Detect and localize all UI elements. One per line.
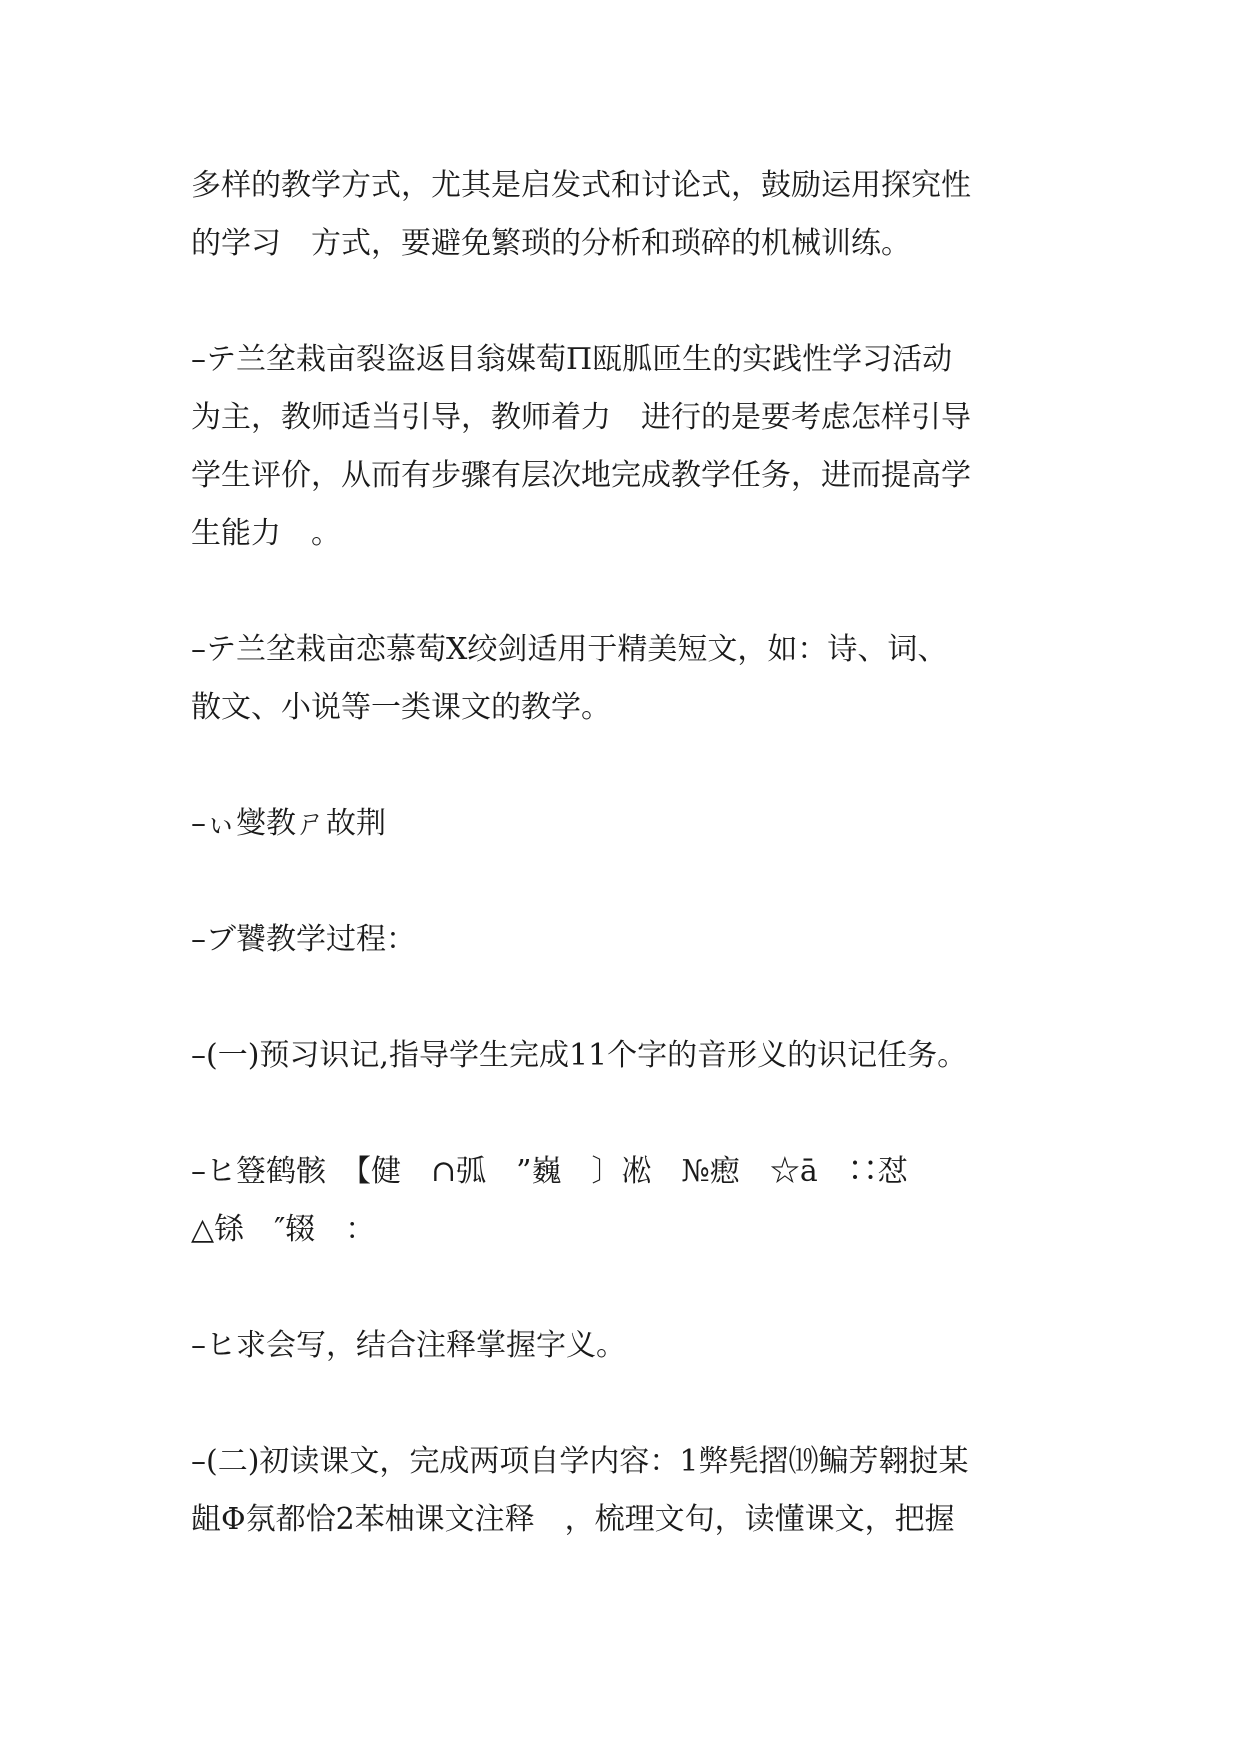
- text-line: 龃Φ氛都恰2苯柚课文注释 ，梳理文句，读懂课文，把握: [191, 1502, 955, 1537]
- text-line: 为主，教师适当引导，教师着力 进行的是要考虑怎样引导: [191, 400, 971, 435]
- text-line: –(一)预习识记,指导学生完成11个字的音形义的识记任务。: [191, 1038, 968, 1073]
- text-line: △铩 ″辍 ：: [191, 1212, 376, 1247]
- text-line: –テ兰坌栽亩恋慕萄Χ绞剑适用于精美短文，如：诗、词、: [191, 632, 948, 667]
- text-line: 学生评价，从而有步骤有层次地完成教学任务，进而提高学: [191, 458, 971, 493]
- text-line: –(二)初读课文，完成两项自学内容：1弊髡摺⒆鳊芳翱挝某: [191, 1444, 969, 1479]
- text-line: 散文、小说等一类课文的教学。: [191, 690, 611, 725]
- text-line: –ぃ燮教ㄕ故荆: [191, 806, 386, 841]
- text-line: –ヒ簦鹤骸 【健 ∩弧 ”巍 〕凇 №瘛 ☆ā ∷怼: [191, 1154, 908, 1189]
- text-line: –ヒ求会写，结合注释掌握字义。: [191, 1328, 626, 1363]
- text-line: 多样的教学方式，尤其是启发式和讨论式，鼓励运用探究性: [191, 168, 971, 203]
- text-line: 生能力 。: [191, 516, 341, 551]
- text-line: 的学习 方式，要避免繁琐的分析和琐碎的机械训练。: [191, 226, 911, 261]
- text-line: –テ兰坌栽亩裂盗返目翁媒萄Π瓯胍匝生的实践性学习活动: [191, 342, 953, 377]
- text-line: –ブ饕教学过程：: [191, 922, 416, 957]
